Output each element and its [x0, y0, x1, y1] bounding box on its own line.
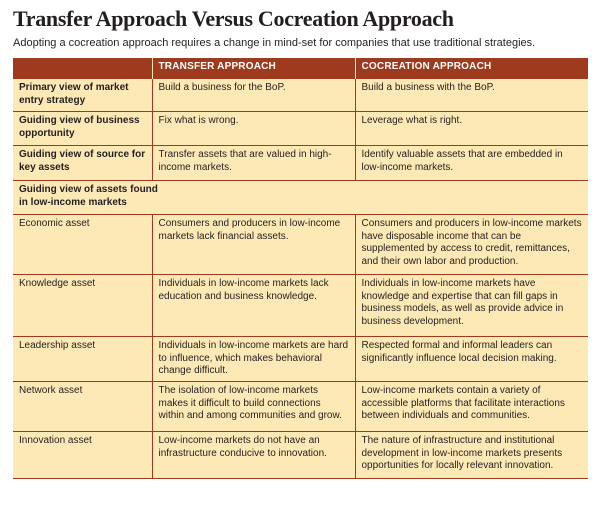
row-label: Knowledge asset [13, 275, 152, 337]
row-label: Guiding view of business opportunity [13, 112, 152, 146]
cocreation-cell: Individuals in low-income markets have knowledge and expertise that can fill gaps in business models, as well as provide advice in business development. [355, 275, 588, 337]
section-label-text: Guiding view of assets found in low-income markets [19, 184, 158, 208]
cocreation-cell: Build a business with the BoP. [355, 79, 588, 112]
transfer-cell: Low-income markets do not have an infrastructure conducive to innovation. [152, 432, 355, 479]
row-label: Guiding view of source for key assets [13, 146, 152, 181]
page-title: Transfer Approach Versus Cocreation Approach [13, 6, 454, 31]
transfer-cell: Individuals in low-income markets are hard to influence, which makes behavioral change difficult. [152, 337, 355, 382]
cocreation-cell: Leverage what is right. [355, 112, 588, 146]
cocreation-cell: Respected formal and informal leaders can significantly influence local decision making. [355, 337, 588, 382]
row-label: Innovation asset [13, 432, 152, 479]
transfer-cell: Transfer assets that are valued in high-income markets. [152, 146, 355, 181]
row-key-assets [13, 146, 588, 181]
cocreation-cell: The nature of infrastructure and institutional development in low-income markets presents opportunities for locally relevant innovation. [355, 432, 588, 479]
section-header-row [13, 181, 588, 215]
transfer-cell: Fix what is wrong. [152, 112, 355, 146]
cocreation-cell: Identify valuable assets that are embedded in low-income markets. [355, 146, 588, 181]
header-transfer: TRANSFER APPROACH [152, 58, 355, 79]
transfer-cell: Individuals in low-income markets lack education and business knowledge. [152, 275, 355, 337]
row-innovation-asset [13, 432, 588, 479]
transfer-cell: Consumers and producers in low-income markets lack financial assets. [152, 215, 355, 275]
row-market-entry [13, 79, 588, 112]
row-network-asset [13, 382, 588, 432]
page-subtitle: Adopting a cocreation approach requires a change in mind-set for companies that use traditional strategies. [13, 37, 536, 49]
cocreation-cell: Low-income markets contain a variety of accessible platforms that facilitate interactions between individuals and communities. [355, 382, 588, 432]
row-label: Leadership asset [13, 337, 152, 382]
header-empty [13, 58, 152, 79]
cocreation-cell: Consumers and producers in low-income markets have disposable income that can be supplemented by access to credit, remittances, and their own labor and production. [355, 215, 588, 275]
row-knowledge-asset [13, 275, 588, 337]
header-cocreation: COCREATION APPROACH [355, 58, 588, 79]
comparison-table [13, 58, 588, 479]
row-business-opportunity [13, 112, 588, 146]
row-label: Primary view of market entry strategy [13, 79, 152, 112]
row-label: Network asset [13, 382, 152, 432]
transfer-cell: Build a business for the BoP. [152, 79, 355, 112]
row-label: Economic asset [13, 215, 152, 275]
row-economic-asset [13, 215, 588, 275]
header-row [13, 58, 588, 79]
row-leadership-asset [13, 337, 588, 382]
section-label [13, 181, 588, 215]
transfer-cell: The isolation of low-income markets makes it difficult to build connections within and among communities and grow. [152, 382, 355, 432]
